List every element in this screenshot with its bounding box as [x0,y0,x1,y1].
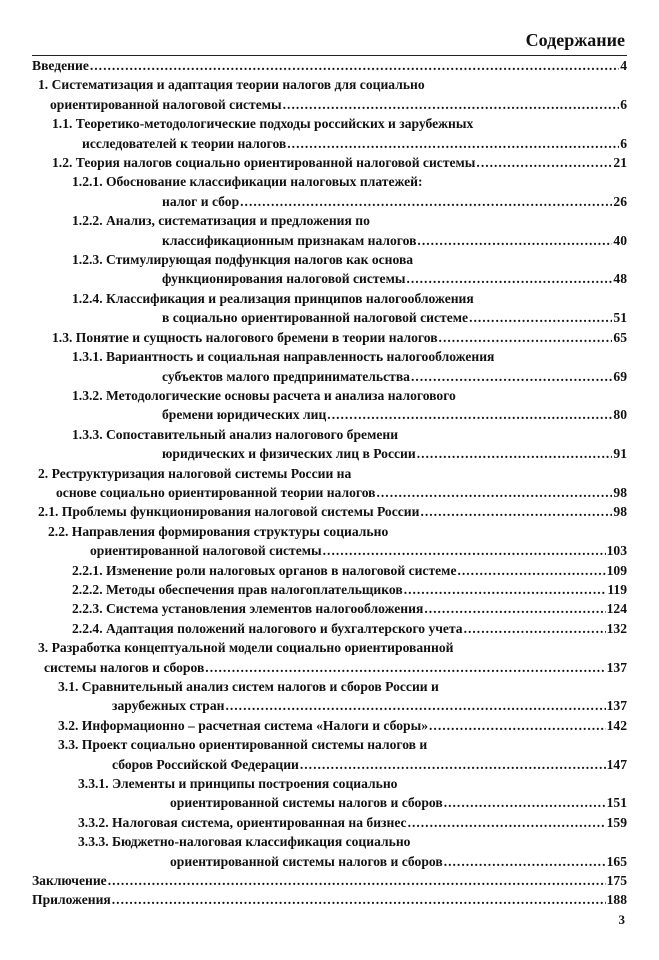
dot-leader [108,871,606,890]
toc-entry-page: 119 [607,581,627,597]
toc-entry-line [32,308,627,327]
toc-entry-title: юридических и физических лиц в России [162,446,416,462]
toc-entry-line [32,464,627,483]
dot-leader [90,56,619,75]
toc-entry-line [32,599,627,618]
toc-entry-line [32,231,627,250]
toc-entry-line [32,580,627,599]
toc-entry-line [32,405,627,424]
toc-entry [32,735,627,774]
toc-entry-title: 3. Разработка концептуальной модели социально ориентированной [38,640,454,656]
toc-entry-line [32,153,627,172]
toc-entry-line [32,328,627,347]
toc-entry-line [32,425,627,444]
toc-entry-line [32,813,627,832]
dot-leader [300,755,606,774]
toc-entry-page: 48 [613,271,627,287]
toc-entry-line [32,289,627,308]
toc-entry-title: 1.2.3. Стимулирующая подфункция налогов как основа [72,252,414,268]
toc-entry [32,56,627,75]
toc-entry-line [32,677,627,696]
toc-entry-title: 3.3. Проект социально ориентированной системы налогов и [58,737,428,753]
toc-entry-page: 165 [606,853,627,869]
toc-entry-line [32,269,627,288]
dot-leader [420,502,612,521]
toc-entry-title: Введение [32,58,89,73]
toc-entry [32,774,627,813]
toc-entry-line [32,522,627,541]
toc-entry-page: 159 [606,814,627,830]
dot-leader [411,367,612,386]
toc-entry-title: функционирования налоговой системы [162,271,406,287]
toc-entry-page: 98 [613,504,627,520]
toc-entry [32,386,627,425]
toc-entry-page: 91 [613,446,627,462]
toc-entry-line [32,638,627,657]
toc-entry-title: налог и сбор [162,193,240,209]
toc-entry-title: 2. Реструктуризация налоговой системы России на [38,465,352,481]
dot-leader [476,153,612,172]
toc-entry [32,328,627,347]
toc-entry-page: 51 [613,310,627,326]
toc-entry-line [32,56,627,75]
toc-entry-page: 142 [606,717,627,733]
toc-entry-page: 6 [620,135,627,151]
page-number: 3 [618,912,625,927]
toc-entry-line [32,347,627,366]
toc-entry-title: 1.2.2. Анализ, систематизация и предложения по [72,213,370,229]
toc-entry-title: основе социально ориентированной теории налогов [56,484,376,500]
dot-leader [439,328,613,347]
toc-entry [32,890,627,909]
toc-entry-title: 1.3.3. Сопоставительный анализ налогового бремени [72,426,399,442]
dot-leader [406,269,612,288]
toc-entry-title: ориентированной системы налогов и сборов [170,795,443,811]
toc-entry-title: 2.2.4. Адаптация положений налогового и бухгалтерского учета [72,620,463,636]
toc-entry-line [32,250,627,269]
toc-entry-title: 1.3.1. Вариантность и социальная направленность налогообложения [72,349,495,365]
toc-entry-title: 1.3. Понятие и сущность налогового бремени в теории налогов [52,329,438,345]
toc-entry-title: исследователей к теории налогов [82,135,287,151]
toc-entry-title: Заключение [32,873,107,889]
toc-entry-line [32,852,627,871]
toc-entry-title: 1.1. Теоретико-методологические подходы российских и зарубежных [52,116,474,132]
dot-leader [469,308,612,327]
toc-entry-line [32,211,627,230]
toc-entry-page: 147 [606,756,627,772]
toc-entry [32,716,627,735]
toc-entry-line [32,114,627,133]
toc-entry-page: 26 [613,193,627,209]
toc-entry-line [32,755,627,774]
toc-entry [32,75,627,114]
toc-entry [32,464,627,503]
toc-entry [32,832,627,871]
toc-entry-title: системы налогов и сборов [44,659,205,675]
toc-entry-line [32,541,627,560]
toc-entry-title: сборов Российской Федерации [112,756,299,772]
toc-entry-title: зарубежных стран [112,698,225,714]
toc-entry-title: ориентированной налоговой системы [50,96,282,112]
toc-entry [32,250,627,289]
toc-entry-line [32,502,627,521]
toc-entry-title: 2.1. Проблемы функционирования налоговой системы России [38,504,420,520]
toc-entry [32,677,627,716]
dot-leader [464,619,606,638]
toc-entry-line [32,134,627,153]
toc-entry-page: 132 [606,620,627,636]
toc-entry-title: ориентированной системы налогов и сборов [170,853,443,869]
toc-entry [32,289,627,328]
toc-entry-page: 109 [606,562,627,578]
toc-entry [32,522,627,561]
toc-entry-page: 137 [606,698,627,714]
toc-entry-line [32,95,627,114]
toc-entry-page: 124 [606,601,627,617]
toc-entry-title: 1.2. Теория налогов социально ориентированной налоговой системы [52,155,476,171]
toc-entry-page: 175 [606,873,627,889]
dot-leader [408,813,606,832]
toc-entry-title: 3.3.2. Налоговая система, ориентированная на бизнес [78,814,407,830]
toc-entry-line [32,890,627,909]
toc-entry-page: 188 [606,892,627,908]
toc-entry-title: 2.2. Направления формирования структуры социально [48,523,389,539]
toc-entry-page: 65 [613,329,627,345]
toc-entry [32,561,627,580]
toc-entry-line [32,192,627,211]
dot-leader [444,852,606,871]
dot-leader [323,541,606,560]
toc-entry-line [32,832,627,851]
toc-entry-page: 69 [613,368,627,384]
toc-entry [32,813,627,832]
toc-entry [32,619,627,638]
dot-leader [205,658,605,677]
dot-leader [112,890,606,909]
toc-entry-title: классификационным признакам налогов [162,232,417,248]
dot-leader [424,599,605,618]
dot-leader [429,716,606,735]
toc-entry-page: 6 [620,96,627,112]
toc-entry-line [32,386,627,405]
toc-entry-title: бремени юридических лиц [162,407,327,423]
toc-entry-line [32,619,627,638]
toc-entry-page: 40 [613,232,627,248]
toc-entry-title: 3.3.1. Элементы и принципы построения социально [78,776,398,792]
toc-entry-title: Приложения [32,892,111,908]
toc-entry-title: 1.2.4. Классификация и реализация принципов налогообложения [72,290,474,306]
toc-entry-line [32,716,627,735]
toc-entry-title: 1.3.2. Методологические основы расчета и анализа налогового [72,387,456,403]
toc-entry-title: в социально ориентированной налоговой системе [162,310,469,326]
toc-entry-title: 2.2.3. Система установления элементов налогообложения [72,601,424,617]
toc-entry-page: 151 [606,795,627,811]
toc-entry [32,172,627,211]
toc-entry-line [32,444,627,463]
toc-entry-page: 98 [613,484,627,500]
toc-entry-page: 4 [620,58,627,73]
toc-entry [32,211,627,250]
toc-entry-title: 2.2.1. Изменение роли налоговых органов в налоговой системе [72,562,457,578]
toc-entry [32,114,627,153]
toc-entry-title: субъектов малого предпринимательства [162,368,410,384]
dot-leader [444,793,606,812]
toc-entry-line [32,483,627,502]
toc-entry-page: 21 [613,155,627,171]
toc-entry-title: 3.3.3. Бюджетно-налоговая классификация социально [78,834,411,850]
toc-entry [32,580,627,599]
toc-entry-line [32,172,627,191]
toc-entry-line [32,696,627,715]
toc-entry [32,425,627,464]
dot-leader [327,405,612,424]
dot-leader [287,134,619,153]
dot-leader [225,696,605,715]
toc-entry-line [32,561,627,580]
toc-entry-line [32,735,627,754]
toc-entry [32,347,627,386]
toc-entry-page: 80 [613,407,627,423]
dot-leader [417,231,612,250]
dot-leader [457,561,605,580]
toc-entry-title: ориентированной налоговой системы [90,543,322,559]
page-title: Содержание [525,30,625,50]
toc-entry-title: 1.2.1. Обоснование классификации налоговых платежей: [72,174,423,190]
toc-entry-page: 137 [606,659,627,675]
toc-entry-title: 3.2. Информационно – расчетная система «Налоги и сборы» [58,717,429,733]
toc-entry [32,638,627,677]
dot-leader [377,483,613,502]
toc-entry-page: 103 [606,543,627,559]
toc-entry-line [32,75,627,94]
toc-entry-title: 1. Систематизация и адаптация теории налогов для социально [38,77,425,93]
toc-entry [32,153,627,172]
toc-entry-title: 2.2.2. Методы обеспечения прав налогоплательщиков [72,581,403,597]
table-of-contents [32,56,627,910]
dot-leader [417,444,613,463]
toc-entry-title: 3.1. Сравнительный анализ систем налогов и сборов России и [58,679,439,694]
toc-entry-line [32,793,627,812]
toc-entry-line [32,658,627,677]
toc-entry [32,871,627,890]
toc-entry-line [32,367,627,386]
dot-leader [404,580,607,599]
dot-leader [240,192,612,211]
toc-entry-line [32,774,627,793]
dot-leader [283,95,620,114]
toc-entry-line [32,871,627,890]
toc-entry [32,599,627,618]
toc-entry [32,502,627,521]
